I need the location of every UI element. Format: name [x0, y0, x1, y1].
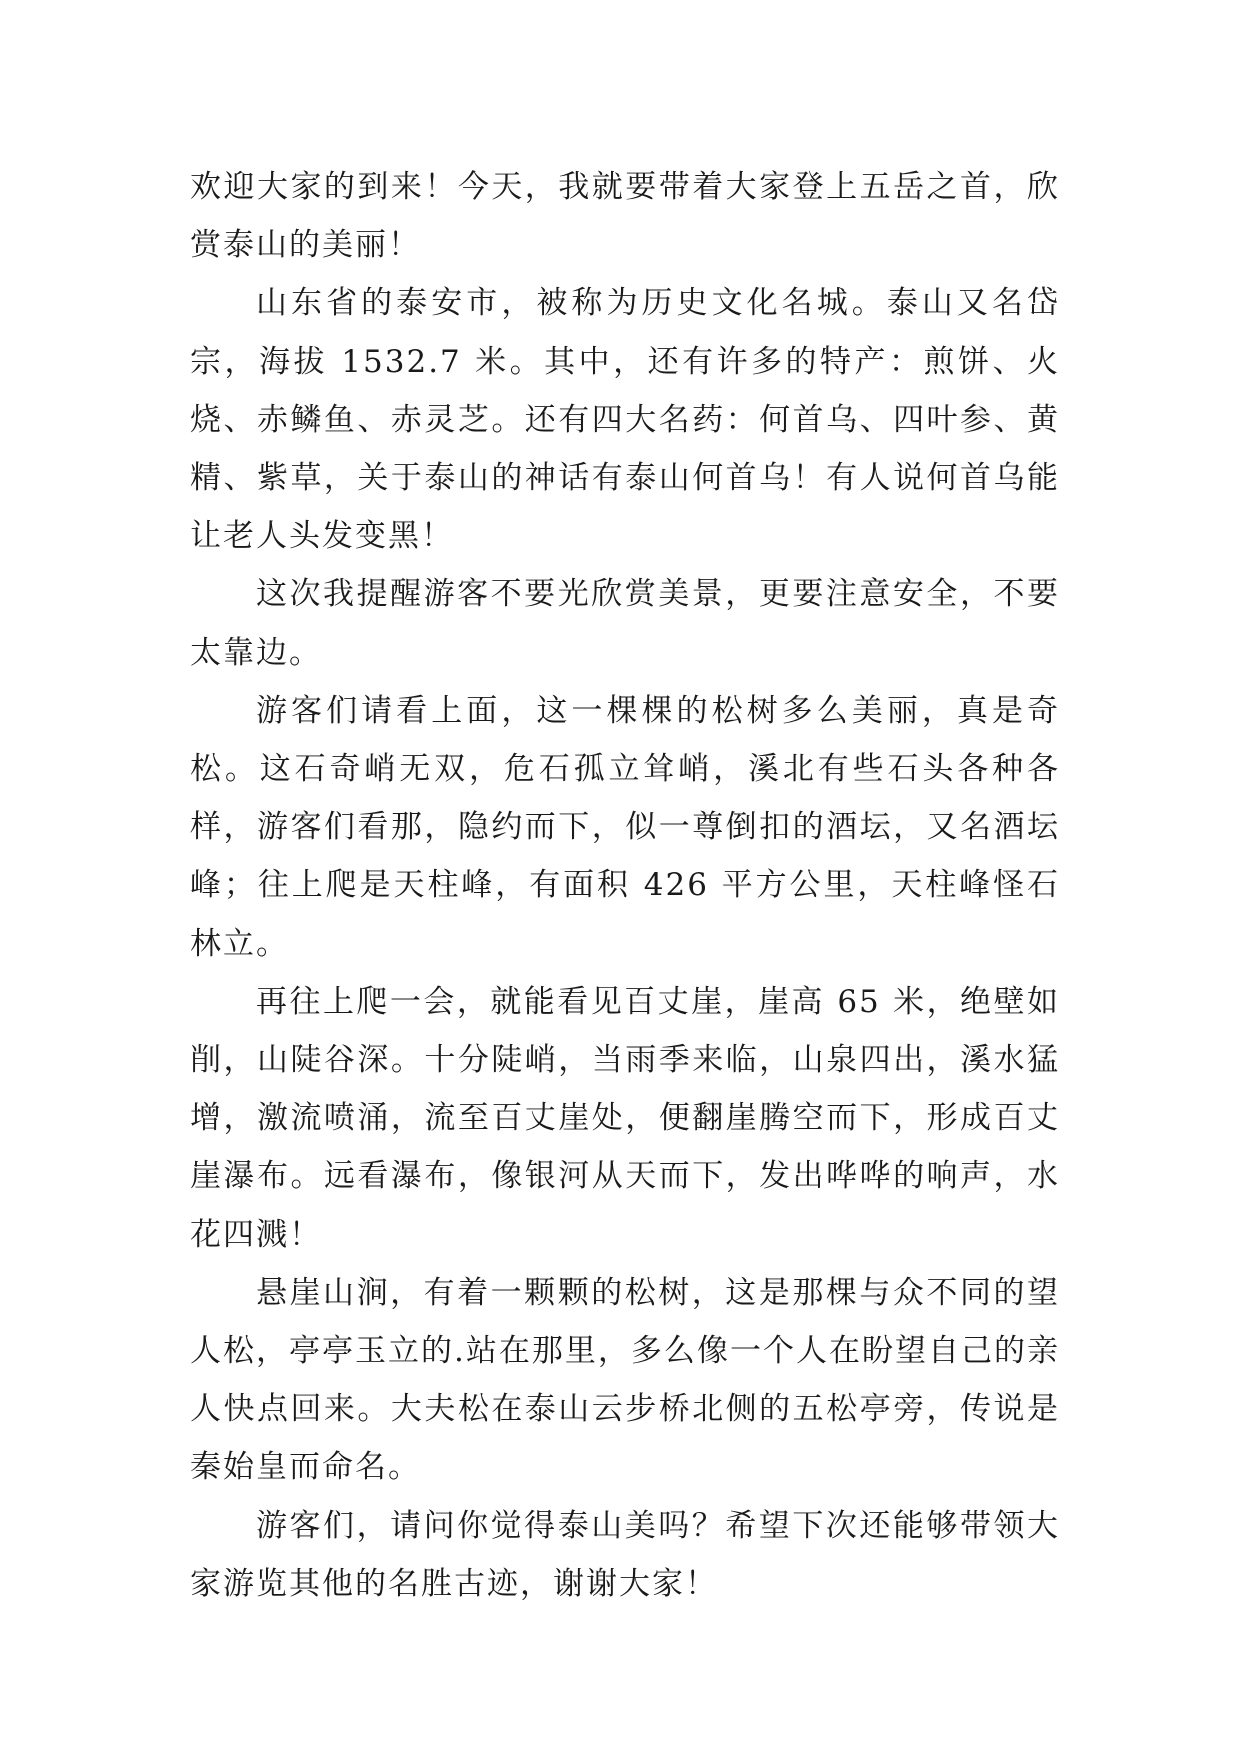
- paragraph-4: 游客们请看上面，这一棵棵的松树多么美丽，真是奇松。这石奇峭无双，危石孤立耸峭，溪北有些石头各种各样，游客们看那，隐约而下，似一尊倒扣的酒坛，又名酒坛峰；往上爬是天柱峰，有面积 426 平方公里，天柱峰怪石林立。: [190, 692, 1060, 962]
- paragraph-5: 再往上爬一会，就能看见百丈崖，崖高 65 米，绝壁如削，山陡谷深。十分陡峭，当雨季来临，山泉四出，溪水猛增，激流喷涌，流至百丈崖处，便翻崖腾空而下，形成百丈崖瀑布。远看瀑布，像银河从天而下，发出哗哗的响声，水花四溅！: [190, 983, 1060, 1253]
- paragraph-6: 悬崖山涧，有着一颗颗的松树，这是那棵与众不同的望人松，亭亭玉立的.站在那里，多么像一个人在盼望自己的亲人快点回来。大夫松在泰山云步桥北侧的五松亭旁，传说是秦始皇而命名。: [190, 1274, 1060, 1486]
- document-body: [190, 158, 1060, 1613]
- paragraph-7: 游客们，请问你觉得泰山美吗？希望下次还能够带领大家游览其他的名胜古迹，谢谢大家！: [190, 1507, 1060, 1602]
- paragraph-3: 这次我提醒游客不要光欣赏美景，更要注意安全，不要太靠边。: [190, 576, 1060, 671]
- paragraph-2: 山东省的泰安市，被称为历史文化名城。泰山又名岱宗，海拔 1532.7 米。其中，还有许多的特产：煎饼、火烧、赤鳞鱼、赤灵芝。还有四大名药：何首乌、四叶参、黄精、紫草，关于泰山的神话有泰山何首乌！有人说何首乌能让老人头发变黑！: [190, 285, 1060, 555]
- paragraph-1: 欢迎大家的到来！今天，我就要带着大家登上五岳之首，欣赏泰山的美丽！: [190, 169, 1060, 264]
